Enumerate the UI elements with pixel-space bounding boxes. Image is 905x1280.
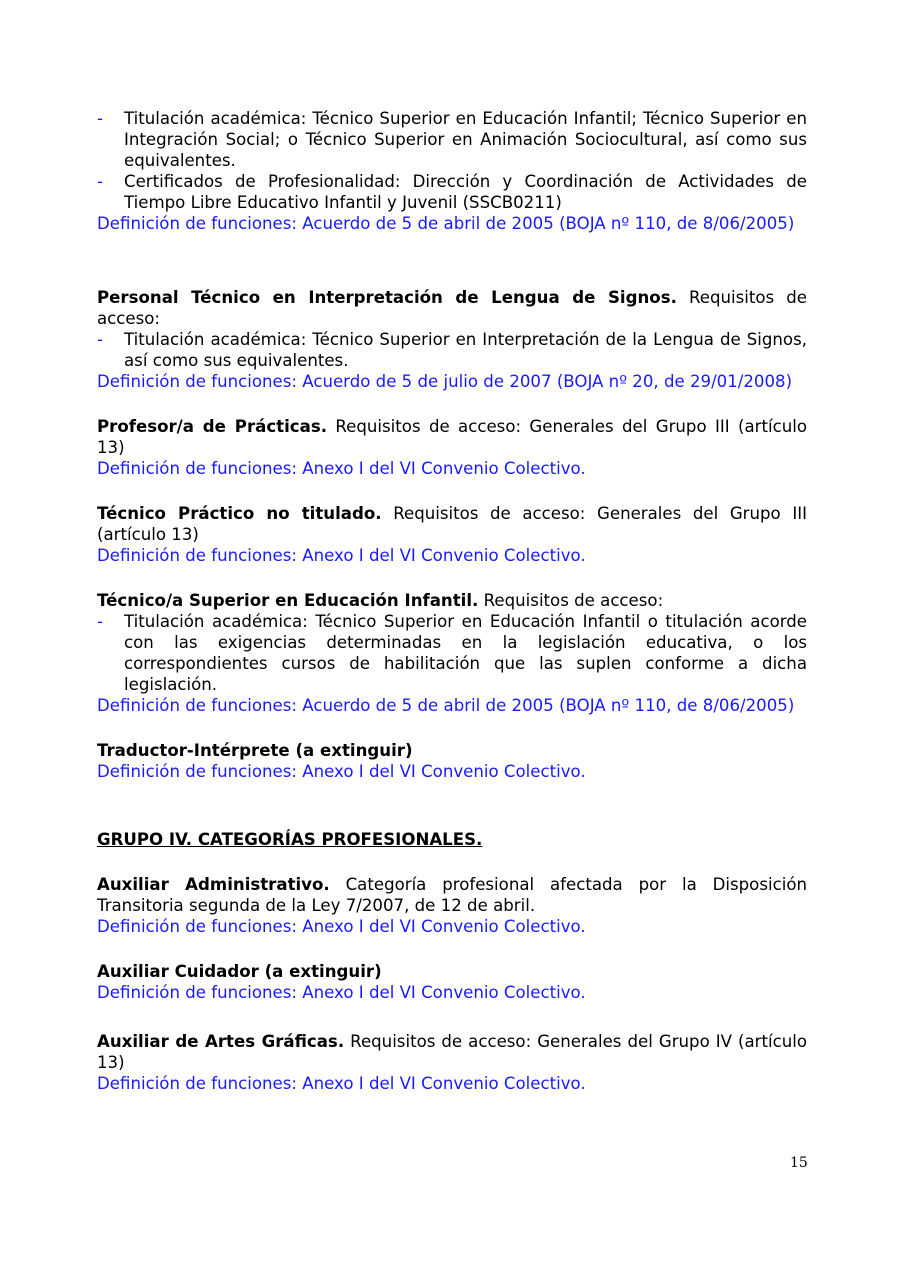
requirements-text: Requisitos de acceso: Generales del Grupo III (artículo 13): [97, 417, 807, 457]
category-title: Auxiliar Administrativo.: [97, 875, 330, 894]
list-item: [97, 611, 807, 695]
definition-text: Definición de funciones: Anexo I del VI Convenio Colectivo.: [97, 762, 586, 781]
definition-text: Definición de funciones: Anexo I del VI Convenio Colectivo.: [97, 546, 586, 565]
list-item: [97, 108, 807, 171]
definition-text: Definición de funciones: Anexo I del VI Convenio Colectivo.: [97, 983, 586, 1002]
requirements-text: Requisitos de acceso: Generales del Grupo IV (artículo 13): [97, 1032, 808, 1072]
definition-text: Definición de funciones: Acuerdo de 5 de julio de 2007 (BOJA nº 20, de 29/01/2008): [97, 372, 793, 391]
page-number: 15: [790, 1155, 808, 1171]
category-title: Profesor/a de Prácticas.: [97, 417, 328, 436]
category-aux-admin: [97, 874, 807, 916]
requirements-text: Requisitos de acceso:: [483, 591, 664, 610]
list-item: [97, 329, 807, 371]
category-title: Traductor-Intérprete (a extinguir): [97, 741, 413, 760]
section-heading: GRUPO IV. CATEGORÍAS PROFESIONALES.: [97, 830, 483, 849]
category-tecnico-superior: [97, 590, 807, 611]
list-item: [97, 171, 807, 213]
bullet-text: Certificados de Profesionalidad: Dirección y Coordinación de Actividades de Tiempo Libre Educativo Infantil y Juvenil (SSCB0211): [124, 172, 807, 212]
bullet-dash: -: [97, 330, 103, 349]
definition-text: Definición de funciones: Acuerdo de 5 de abril de 2005 (BOJA nº 110, de 8/06/2005): [97, 696, 795, 715]
category-text: Categoría profesional afectada por la Disposición Transitoria segunda de la Ley 7/2007, de 12 de abril.: [97, 875, 807, 915]
requirements-text: Requisitos de acceso:: [97, 288, 807, 328]
bullet-text: Titulación académica: Técnico Superior en Educación Infantil; Técnico Superior en Integración Social; o Técnico Superior en Animación Sociocultural, así como sus equivalentes.: [124, 109, 807, 170]
category-interprete: [97, 287, 807, 329]
definition-text: Definición de funciones: Anexo I del VI Convenio Colectivo.: [97, 1074, 586, 1093]
category-aux-artes: [97, 1031, 807, 1073]
definition-text: Definición de funciones: Anexo I del VI Convenio Colectivo.: [97, 917, 586, 936]
category-title: Técnico/a Superior en Educación Infantil.: [97, 591, 479, 610]
document-page: [97, 108, 807, 1094]
category-title: Auxiliar de Artes Gráficas.: [97, 1032, 345, 1051]
category-profesor: [97, 416, 807, 458]
bullet-text: Titulación académica: Técnico Superior en Interpretación de la Lengua de Signos, así como sus equivalentes.: [124, 330, 807, 370]
category-tecnico-practico: [97, 503, 807, 545]
bullet-dash: -: [97, 172, 103, 191]
requirements-text: Requisitos de acceso: Generales del Grupo III (artículo 13): [97, 504, 808, 544]
bullet-dash: -: [97, 109, 103, 128]
bullet-text: Titulación académica: Técnico Superior en Educación Infantil o titulación acorde con las exigencias determinadas en la legislación educativa, o los correspondientes cursos de habilitación que las suplen conforme a dicha legislación.: [124, 612, 807, 694]
category-title: Técnico Práctico no titulado.: [97, 504, 382, 523]
bullet-dash: -: [97, 612, 103, 631]
definition-text: Definición de funciones: Anexo I del VI Convenio Colectivo.: [97, 459, 586, 478]
definition-text: Definición de funciones: Acuerdo de 5 de abril de 2005 (BOJA nº 110, de 8/06/2005): [97, 214, 795, 233]
category-title: Auxiliar Cuidador (a extinguir): [97, 962, 382, 981]
category-title: Personal Técnico en Interpretación de Lengua de Signos.: [97, 288, 677, 307]
